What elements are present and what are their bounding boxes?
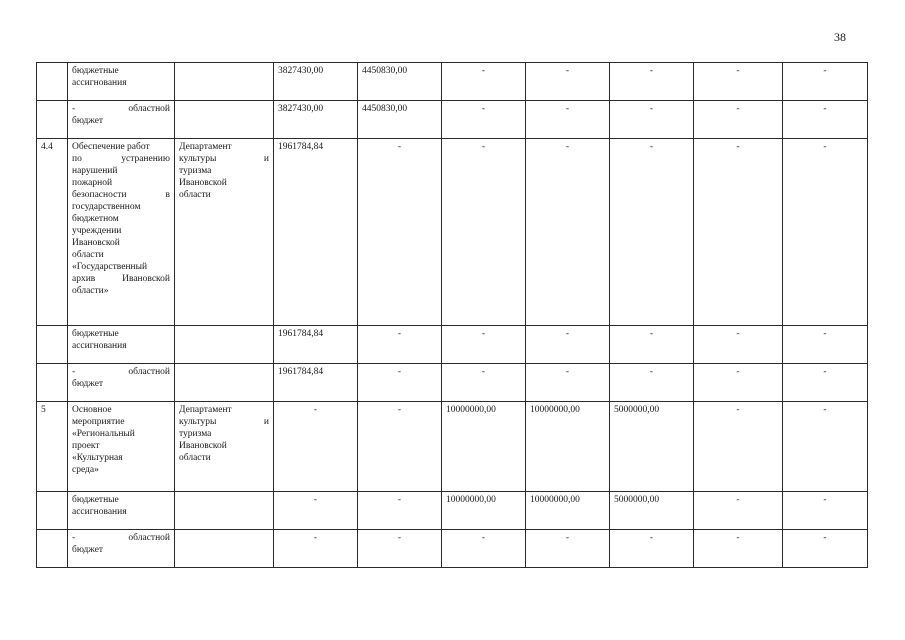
cell-line: туризма xyxy=(179,166,212,176)
table-row xyxy=(37,530,868,568)
item-index-cell xyxy=(37,326,68,364)
cell-line: ассигнования xyxy=(72,341,127,351)
executor-cell xyxy=(175,492,274,530)
item-name-cell xyxy=(68,492,175,530)
cell-line: ассигнования xyxy=(72,78,127,88)
value-cell: 3827430,00 xyxy=(274,63,358,101)
cell-line: области xyxy=(179,453,211,463)
value-cell: - xyxy=(442,139,526,326)
cell-line: пожарной xyxy=(72,178,113,188)
table-row xyxy=(37,364,868,402)
executor-cell xyxy=(175,139,274,326)
dash-mark: - xyxy=(72,104,76,114)
value-cell: 5000000,00 xyxy=(610,402,694,492)
value-cell: - xyxy=(610,101,694,139)
item-name-cell xyxy=(68,63,175,101)
value-cell: - xyxy=(358,402,442,492)
cell-line-group xyxy=(72,366,170,378)
value-cell: - xyxy=(694,364,783,402)
value-cell: - xyxy=(442,326,526,364)
executor-cell xyxy=(175,364,274,402)
cell-line: Ивановской xyxy=(179,178,227,188)
value-cell: - xyxy=(610,364,694,402)
value-cell: - xyxy=(274,492,358,530)
value-cell: - xyxy=(358,139,442,326)
cell-line: «Региональный xyxy=(72,429,135,439)
cell-line: среда» xyxy=(72,465,99,475)
value-cell: - xyxy=(526,101,610,139)
cell-line: бюджетные xyxy=(72,66,119,76)
value-cell: - xyxy=(783,63,868,101)
item-name-cell xyxy=(68,364,175,402)
cell-line-group xyxy=(72,532,170,544)
value-cell: - xyxy=(783,492,868,530)
value-cell: - xyxy=(694,530,783,568)
cell-line: области xyxy=(179,190,211,200)
cell-line: Основное xyxy=(72,405,112,415)
cell-line: по устранению xyxy=(72,154,170,164)
table-row xyxy=(37,402,868,492)
item-name-cell xyxy=(68,530,175,568)
cell-line: туризма xyxy=(179,429,212,439)
value-cell: - xyxy=(442,364,526,402)
executor-cell xyxy=(175,402,274,492)
executor-cell xyxy=(175,101,274,139)
item-name-cell xyxy=(68,101,175,139)
budget-table xyxy=(36,62,868,568)
value-cell: - xyxy=(358,364,442,402)
value-cell: - xyxy=(526,326,610,364)
value-cell: - xyxy=(610,139,694,326)
item-index-cell: 4.4 xyxy=(37,139,68,326)
value-cell: 1961784,84 xyxy=(274,139,358,326)
item-index-cell xyxy=(37,364,68,402)
executor-cell xyxy=(175,530,274,568)
value-cell: - xyxy=(526,530,610,568)
cell-line: Департамент xyxy=(179,405,232,415)
value-cell: 1961784,84 xyxy=(274,364,358,402)
value-cell: - xyxy=(610,530,694,568)
value-cell: 10000000,00 xyxy=(526,402,610,492)
value-cell: 1961784,84 xyxy=(274,326,358,364)
cell-line: «Государственный xyxy=(72,262,148,272)
cell-line: ассигнования xyxy=(72,507,127,517)
item-index-cell: 5 xyxy=(37,402,68,492)
value-cell: - xyxy=(694,63,783,101)
page-number: 38 xyxy=(834,30,846,44)
cell-line-group xyxy=(72,103,170,115)
cell-line: областной xyxy=(128,367,170,377)
value-cell: - xyxy=(694,402,783,492)
value-cell: - xyxy=(783,101,868,139)
cell-line: проект xyxy=(72,441,100,451)
cell-line: нарушений xyxy=(72,166,118,176)
cell-line: Ивановской xyxy=(72,238,120,248)
value-cell: - xyxy=(358,530,442,568)
cell-line: культуры и xyxy=(179,154,269,164)
cell-line: «Культурная xyxy=(72,453,123,463)
cell-line: архив Ивановской xyxy=(72,274,170,284)
cell-line: бюджет xyxy=(72,116,104,126)
value-cell: - xyxy=(783,402,868,492)
value-cell: - xyxy=(526,139,610,326)
value-cell: - xyxy=(694,101,783,139)
cell-line: Ивановской xyxy=(179,441,227,451)
cell-line: культуры и xyxy=(179,417,269,427)
value-cell: - xyxy=(783,530,868,568)
table-row xyxy=(37,101,868,139)
cell-line: областной xyxy=(128,104,170,114)
value-cell: 4450830,00 xyxy=(358,101,442,139)
value-cell: - xyxy=(442,63,526,101)
cell-line: Департамент xyxy=(179,142,232,152)
cell-line: безопасности в xyxy=(72,190,170,200)
value-cell: 4450830,00 xyxy=(358,63,442,101)
value-cell: - xyxy=(694,492,783,530)
cell-line: мероприятие xyxy=(72,417,125,427)
cell-line: областной xyxy=(128,533,170,543)
value-cell: - xyxy=(783,139,868,326)
table-row xyxy=(37,326,868,364)
value-cell: 5000000,00 xyxy=(610,492,694,530)
value-cell: - xyxy=(783,326,868,364)
value-cell: - xyxy=(358,492,442,530)
item-name-cell xyxy=(68,326,175,364)
table-row xyxy=(37,63,868,101)
item-index-cell xyxy=(37,101,68,139)
value-cell: - xyxy=(610,326,694,364)
table-row xyxy=(37,492,868,530)
item-index-cell xyxy=(37,63,68,101)
value-cell: 10000000,00 xyxy=(442,402,526,492)
cell-line: бюджетные xyxy=(72,329,119,339)
value-cell: 10000000,00 xyxy=(526,492,610,530)
cell-line: бюджет xyxy=(72,545,104,555)
cell-line: области» xyxy=(72,286,109,296)
item-name-cell xyxy=(68,402,175,492)
dash-mark: - xyxy=(72,533,76,543)
cell-line: бюджет xyxy=(72,379,104,389)
value-cell: - xyxy=(358,326,442,364)
value-cell: - xyxy=(526,364,610,402)
value-cell: 3827430,00 xyxy=(274,101,358,139)
value-cell: - xyxy=(694,139,783,326)
value-cell: 10000000,00 xyxy=(442,492,526,530)
item-name-cell xyxy=(68,139,175,326)
value-cell: - xyxy=(694,326,783,364)
table-row xyxy=(37,139,868,326)
value-cell: - xyxy=(783,364,868,402)
value-cell: - xyxy=(442,101,526,139)
value-cell: - xyxy=(526,63,610,101)
item-index-cell xyxy=(37,530,68,568)
cell-line: учреждении xyxy=(72,226,122,236)
cell-line: государственном xyxy=(72,202,141,212)
value-cell: - xyxy=(442,530,526,568)
dash-mark: - xyxy=(72,367,76,377)
cell-line: области xyxy=(72,250,104,260)
cell-line: Обеспечение работ xyxy=(72,142,150,152)
value-cell: - xyxy=(610,63,694,101)
cell-line: бюджетном xyxy=(72,214,119,224)
item-index-cell xyxy=(37,492,68,530)
executor-cell xyxy=(175,63,274,101)
value-cell: - xyxy=(274,530,358,568)
cell-line: бюджетные xyxy=(72,495,119,505)
value-cell: - xyxy=(274,402,358,492)
executor-cell xyxy=(175,326,274,364)
